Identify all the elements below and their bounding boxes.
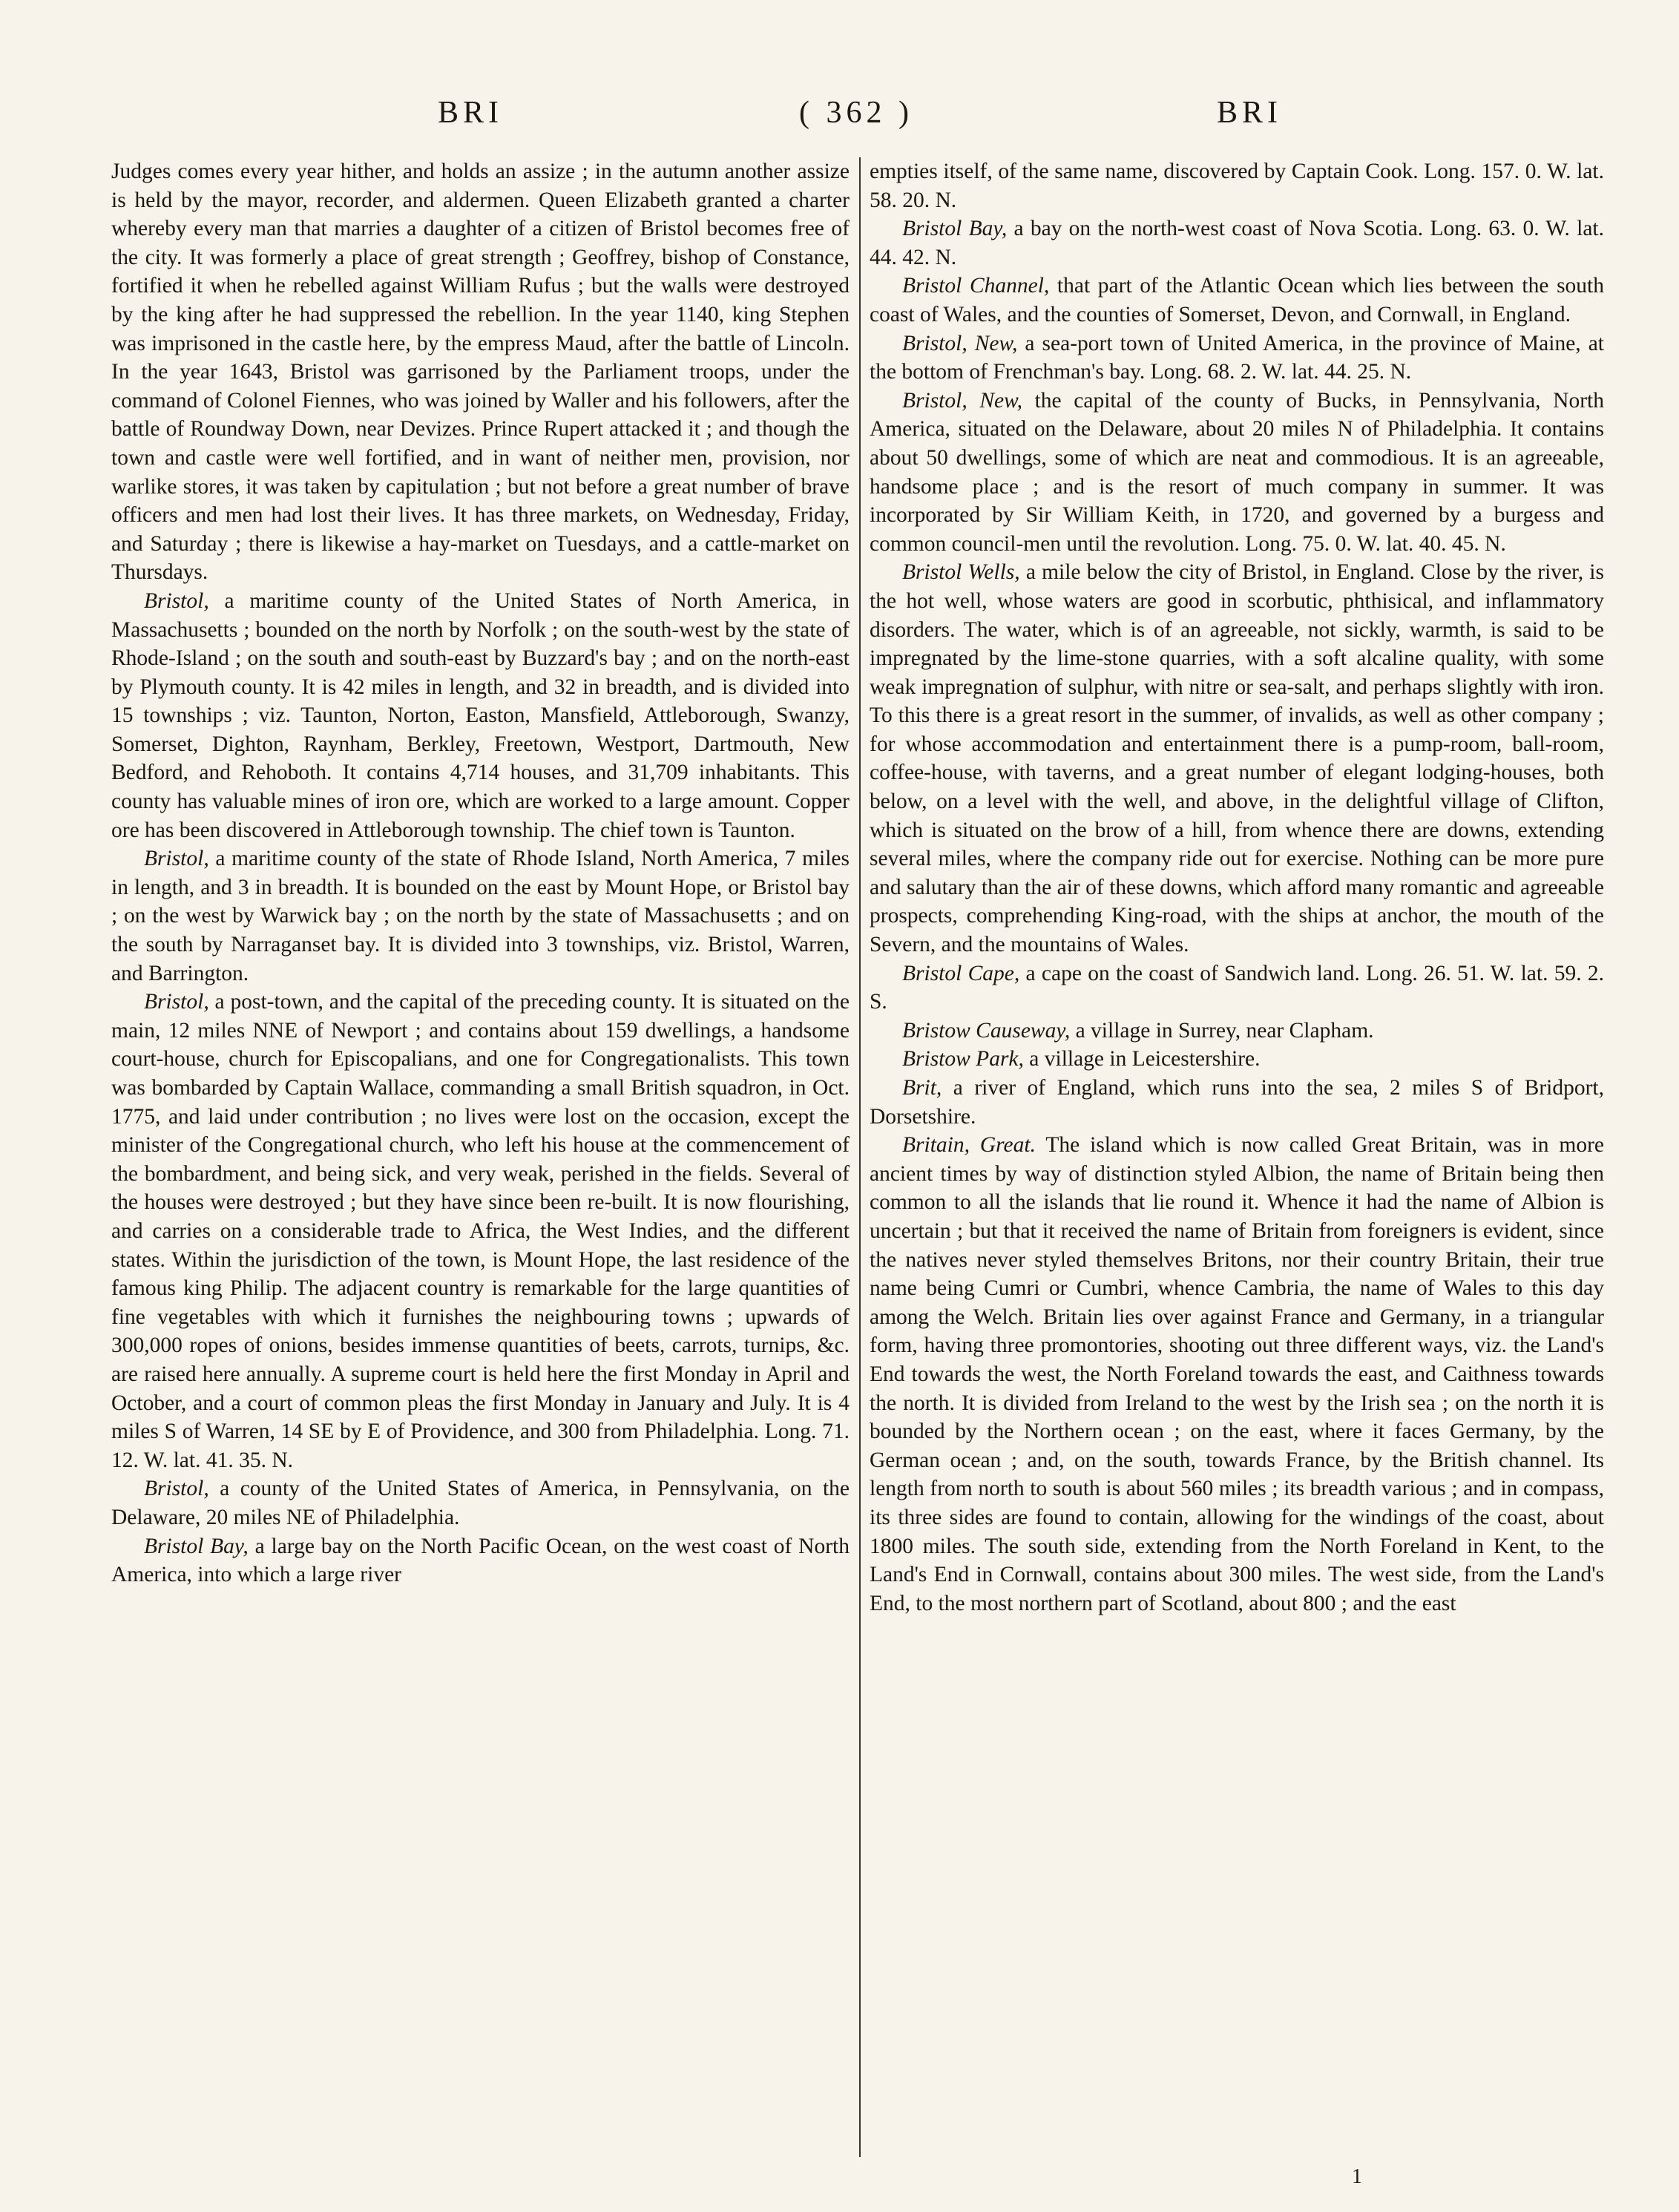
entry-text: a mile below the city of Bristol, in England. Close by the river, is the hot well, whose waters are good in scorbutic, phthisical, and inflammatory disorders. The water, which is of an agreeable, not sickly, warmth, is said to be impregnated by the lime-stone quarries, with a soft alcaline quality, with some weak impregnation of sulphur, with nitre or sea-salt, and perhaps slightly with iron. To this there is a great resort in the summer, of invalids, as well as other company ; for whose accommodation and entertainment there is a pump-room, ball-room, coffee-house, with taverns, and a great number of elegant lodging-houses, both below, on a level with the well, and above, in the delightful village of Clifton, which is situated on the brow of a hill, from whence there are downs, extending several miles, where the company ride out for exercise. Nothing can be more pure and salutary than the air of these downs, which afford many romantic and agreeable prospects, comprehending King-road, with the ships at anchor, the mouth of the Severn, and the mountains of Wales. <box>870 560 1604 957</box>
header-left: BRI <box>438 96 504 130</box>
entry-headword: Brit, <box>902 1076 942 1100</box>
entry-headword: Bristol, New, <box>902 331 1018 355</box>
entry-headword: Bristol Wells, <box>902 560 1020 585</box>
entry-text: The island which is now called Great Britain, was in more ancient times by way of distinction styled Albion, the name of Britain being then common to all the islands that lie round it. Whence it had the name of Albion is uncertain ; but that it received the name of Britain from foreigners is evident, since the natives never styled themselves Britons, nor their country Britain, their true name being Cumri or Cumbri, whence Cambria, the name of Wales to this day among the Welch. Britain lies over against France and Germany, in a triangular form, having three promontories, shooting out three different ways, viz. the Land's End towards the west, the North Foreland towards the east, and Caithness towards the north. It is divided from Ireland to the west by the Irish sea ; on the north it is bounded by the Northern ocean ; on the east, where it faces Germany, by the German ocean ; and, on the south, towards France, by the British channel. Its length from north to south is about 560 miles ; its breadth various ; and in compass, its three sides are found to contain, allowing for the windings of the coast, about 1800 miles. The south side, extending from the North Foreland in Kent, to the Land's End in Cornwall, contains about 300 miles. The west side, from the Land's End, to the most northern part of Scotland, about 800 ; and the east <box>870 1133 1604 1615</box>
entry-text: a large bay on the North Pacific Ocean, on the west coast of North America, into which a large river <box>111 1534 850 1587</box>
header-right: BRI <box>1217 96 1283 130</box>
entry-paragraph <box>111 844 850 988</box>
entry-paragraph <box>111 587 850 844</box>
entry-headword: Bristol, <box>144 990 209 1014</box>
entry-text: a cape on the coast of Sandwich land. Long. 26. 51. W. lat. 59. 2. S. <box>870 961 1604 1014</box>
entry-headword: Bristol Channel, <box>902 274 1050 298</box>
entry-paragraph <box>870 214 1604 272</box>
entry-text: a river of England, which runs into the sea, 2 miles S of Bridport, Dorsetshire. <box>870 1076 1604 1129</box>
entry-headword: Bristol Bay, <box>144 1534 249 1558</box>
entry-text: a village in Leicestershire. <box>1023 1047 1261 1071</box>
entry-text: empties itself, of the same name, discovered by Captain Cook. Long. 157. 0. W. lat. 58. 20. N. <box>870 160 1604 212</box>
entry-headword: Britain, Great. <box>902 1133 1036 1158</box>
entry-headword: Bristol, <box>144 847 209 871</box>
running-header <box>141 95 1610 140</box>
entry-headword: Bristol, <box>144 1477 209 1501</box>
entry-text: a bay on the north-west coast of Nova Scotia. Long. 63. 0. W. lat. 44. 42. N. <box>870 217 1604 269</box>
entry-headword: Bristol Cape, <box>902 961 1020 985</box>
entry-headword: Bristow Causeway, <box>902 1018 1071 1043</box>
entry-paragraph <box>870 329 1604 387</box>
entry-paragraph <box>870 157 1604 214</box>
entry-paragraph <box>870 387 1604 559</box>
left-column <box>111 157 850 2161</box>
entry-text: a county of the United States of America, in Pennsylvania, on the Delaware, 20 miles NE of Philadelphia. <box>111 1477 850 1529</box>
entry-headword: Bristow Park, <box>902 1047 1024 1071</box>
entry-text: Judges comes every year hither, and holds an assize ; in the autumn another assize is held by the mayor, recorder, and aldermen. Queen Elizabeth granted a charter whereby every man that marries a daughter of a citizen of Bristol becomes free of the city. It was formerly a place of great strength ; Geoffrey, bishop of Constance, fortified it when he rebelled against William Rufus ; but the walls were destroyed by the king after he had suppressed the rebellion. In the year 1140, king Stephen was imprisoned in the castle here, by the empress Maud, after the battle of Lincoln. In the year 1643, Bristol was garrisoned by the Parliament troops, under the command of Colonel Fiennes, who was joined by Waller and his followers, after the battle of Roundway Down, near Devizes. Prince Rupert attacked it ; and though the town and castle were well fortified, and in want of neither men, provision, nor warlike stores, it was taken by capitulation ; but not before a great number of brave officers and men had lost their lives. It has three markets, on Wednesday, Friday, and Saturday ; there is likewise a hay-market on Tuesdays, and a cattle-market on Thursdays. <box>111 160 850 585</box>
entry-paragraph <box>111 988 850 1474</box>
entry-paragraph <box>111 1532 850 1589</box>
entry-text: the capital of the county of Bucks, in Pennsylvania, North America, situated on the Delaware, about 20 miles N of Philadelphia. It contains about 50 dwellings, some of which are neat and commodious. It is an agreeable, handsome place ; and is the resort of much company in summer. It was incorporated by Sir William Keith, in 1720, and governed by a burgess and common council-men until the revolution. Long. 75. 0. W. lat. 40. 45. N. <box>870 388 1604 556</box>
entry-paragraph <box>870 1074 1604 1131</box>
column-divider <box>859 157 861 2157</box>
page-number: ( 362 ) <box>799 96 913 130</box>
signature-mark: 1 <box>1352 2165 1362 2188</box>
entry-paragraph <box>870 1131 1604 1618</box>
entry-paragraph <box>870 558 1604 959</box>
entry-paragraph <box>870 272 1604 329</box>
entry-paragraph <box>870 1045 1604 1074</box>
entry-paragraph <box>111 157 850 587</box>
entry-text: a maritime county of the state of Rhode Island, North America, 7 miles in length, and 3 in breadth. It is bounded on the east by Mount Hope, or Bristol bay ; on the west by Warwick bay ; on the north by the state of Massachusetts ; and on the south by Narraganset bay. It is divided into 3 townships, viz. Bristol, Warren, and Barrington. <box>111 847 850 985</box>
entry-paragraph <box>870 959 1604 1017</box>
entry-paragraph <box>870 1017 1604 1046</box>
entry-headword: Bristol Bay, <box>902 217 1008 241</box>
entry-text: a maritime county of the United States of North America, in Massachusetts ; bounded on the north by Norfolk ; on the south-west by the state of Rhode-Island ; on the south and south-east by Buzzard's bay ; and on the north-east by Plymouth county. It is 42 miles in length, and 32 in breadth, and is divided into 15 townships ; viz. Taunton, Norton, Easton, Mansfield, Attleborough, Swanzy, Somerset, Dighton, Raynham, Berkley, Freetown, Westport, Dartmouth, New Bedford, and Rehoboth. It contains 4,714 houses, and 31,709 inhabitants. This county has valuable mines of iron ore, which are worked to a large amount. Copper ore has been discovered in Attleborough township. The chief town is Taunton. <box>111 588 850 842</box>
entry-text: that part of the Atlantic Ocean which lies between the south coast of Wales, and the counties of Somerset, Devon, and Cornwall, in England. <box>870 274 1604 326</box>
entry-paragraph <box>111 1474 850 1532</box>
entry-text: a post-town, and the capital of the preceding county. It is situated on the main, 12 miles NNE of Newport ; and contains about 159 dwellings, a handsome court-house, church for Episcopalians, and one for Congregationalists. This town was bombarded by Captain Wallace, commanding a small British squadron, in Oct. 1775, and laid under contribution ; no lives were lost on the occasion, except the minister of the Congregational church, who left his house at the commencement of the bombardment, and being sick, and very weak, perished in the fields. Several of the houses were destroyed ; but they have since been re-built. It is now flourishing, and carries on a considerable trade to Africa, the West Indies, and the different states. Within the jurisdiction of the town, is Mount Hope, the last residence of the famous king Philip. The adjacent country is remarkable for the large quantities of fine vegetables with which it furnishes the neighbouring towns ; upwards of 300,000 ropes of onions, besides immense quantities of beets, carrots, turnips, &c. are raised here annually. A supreme court is held here the first Monday in April and October, and a court of common pleas the first Monday in January and July. It is 4 miles S of Warren, 14 SE by E of Providence, and 300 from Philadelphia. Long. 71. 12. W. lat. 41. 35. N. <box>111 990 850 1472</box>
entry-text: a village in Surrey, near Clapham. <box>1070 1018 1374 1043</box>
entry-headword: Bristol, New, <box>902 388 1022 413</box>
right-column <box>870 157 1604 2161</box>
entry-headword: Bristol, <box>144 588 209 613</box>
entry-text: a sea-port town of United America, in the province of Maine, at the bottom of Frenchman's bay. Long. 68. 2. W. lat. 44. 25. N. <box>870 331 1604 384</box>
